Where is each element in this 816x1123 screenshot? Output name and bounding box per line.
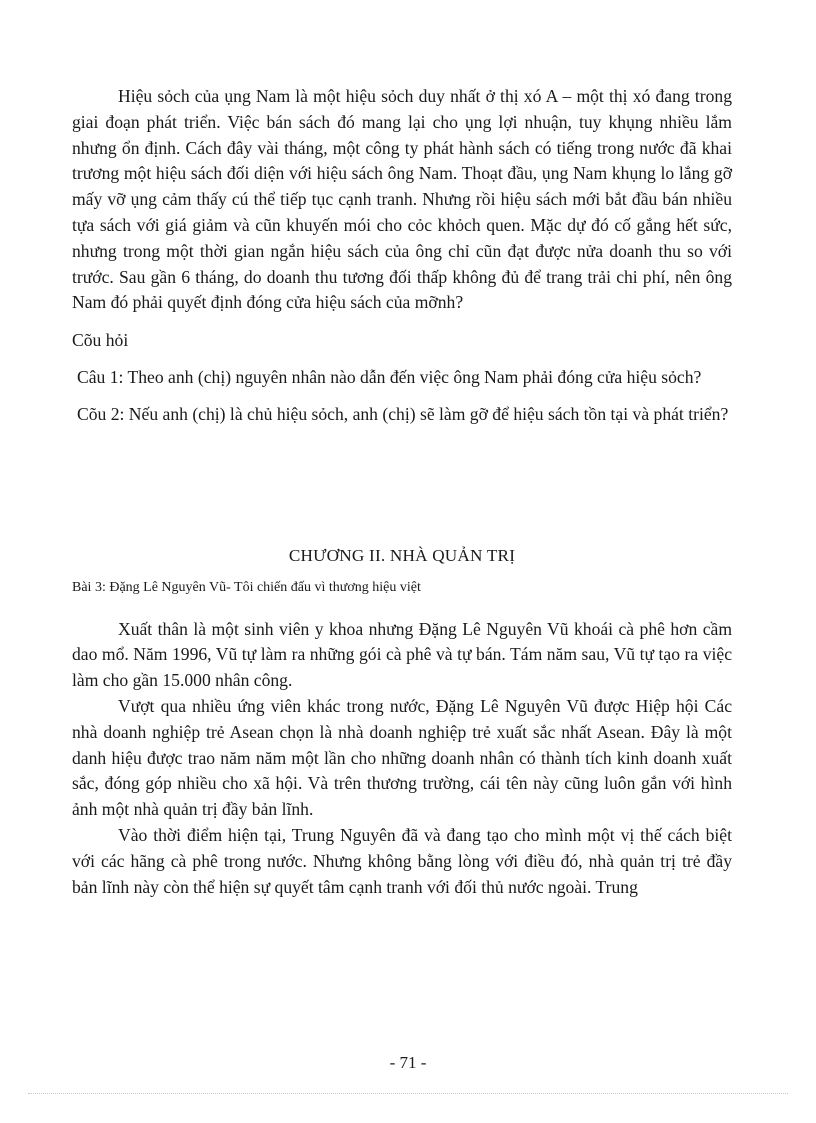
case-story-paragraph: Hiệu sỏch của ụng Nam là một hiệu sỏch duy nhất ở thị xó A – một thị xó đang trong giai đoạn phát triển. Việc bán sách đó mang lại cho ụng lợi nhuận, tuy khụng nhiều lắm nhưng ổn định. Cách đây vài tháng, một công ty phát hành sách có tiếng trong nước đã khai trương một hiệu sách đối diện với hiệu sách ông Nam. Thoạt đầu, ụng Nam khụng lo lắng gỡ mấy vỡ ụng cảm thấy cú thể tiếp tục cạnh tranh. Nhưng rồi hiệu sách mới bắt đầu bán nhiều tựa sách với giá giảm và cũn khuyến mói cho cỏc khỏch quen. Mặc dự đó cố gắng hết sức, nhưng trong một thời gian ngắn hiệu sách của ông chỉ cũn đạt được nửa doanh thu so với trước. Sau gần 6 tháng, do doanh thu tương đối thấp không đủ để trang trải chi phí, nên ông Nam đó phải quyết định đóng cửa hiệu sách của mỡnh? [72,86,732,313]
body-paragraph: Vào thời điểm hiện tại, Trung Nguyên đã và đang tạo cho mình một vị thế cách biệt với các hãng cà phê trong nước. Nhưng không bằng lòng với điều đó, nhà quản trị trẻ đầy bản lĩnh này còn thể hiện sự quyết tâm cạnh tranh với đối thủ nước ngoài. Trung [72,824,732,897]
footer-divider [28,1093,788,1094]
body-paragraph: Xuất thân là một sinh viên y khoa nhưng Đặng Lê Nguyên Vũ khoái cà phê hơn cầm dao mổ. Năm 1996, Vũ tự làm ra những gói cà phê và tự bán. Tám năm sau, Vũ tự tạo ra việc làm cho gần 15.000 nhân công. [72,618,732,691]
page-number: - 71 - [389,1053,427,1072]
lesson-title: Bài 3: Đặng Lê Nguyên Vũ- Tôi chiến đấu vì thương hiệu việt [72,579,421,595]
page-content [72,84,732,900]
question-1: Câu 1: Theo anh (chị) nguyên nhân nào dẫn đến việc ông Nam phải đóng cửa hiệu sỏch? [77,366,702,387]
chapter-title: CHƯƠNG II. NHÀ QUẢN TRỊ [288,545,516,565]
questions-heading: Cõu hỏi [72,330,129,351]
body-paragraph: Vượt qua nhiều ứng viên khác trong nước, Đặng Lê Nguyên Vũ được Hiệp hội Các nhà doanh nghiệp trẻ Asean chọn là nhà doanh nghiệp trẻ xuất sắc nhất Asean. Đây là một danh hiệu được trao năm năm một lần cho những doanh nhân có thành tích kinh doanh xuất sắc, đóng góp nhiều cho xã hội. Và trên thương trường, cái tên này cũng luôn gắn với hình ảnh một nhà quản trị đầy bản lĩnh. [72,695,732,820]
question-2: Cõu 2: Nếu anh (chị) là chủ hiệu sỏch, anh (chị) sẽ làm gỡ để hiệu sách tồn tại và phát triển? [77,403,729,424]
